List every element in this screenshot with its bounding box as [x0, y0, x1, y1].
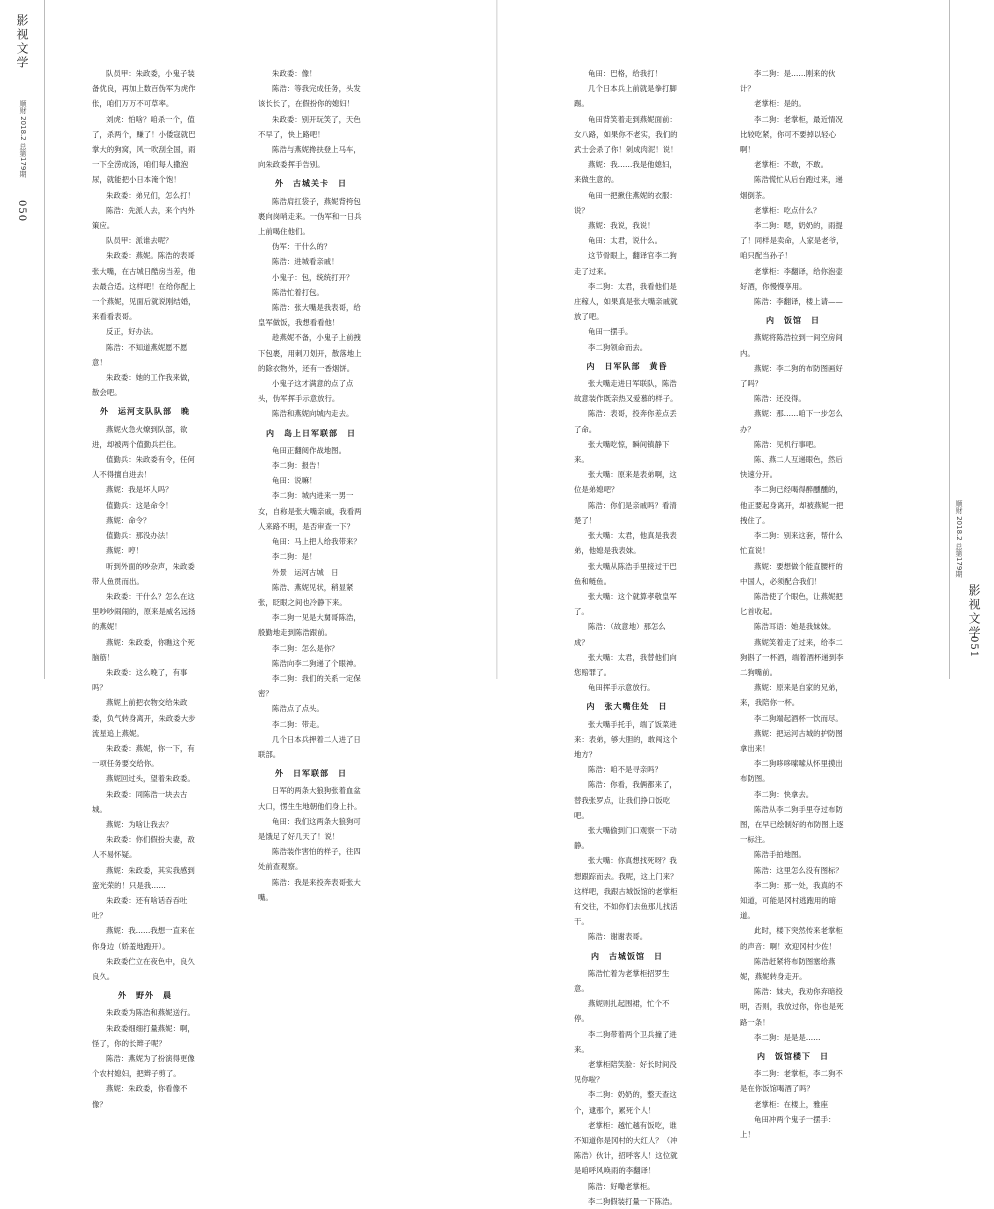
script-line: 陈浩装作害怕的样子，往四处前查观察。 [258, 847, 361, 872]
script-line: 朱政委为陈浩和燕妮送行。 [106, 1008, 195, 1018]
script-line: 陈浩：你看，我俩都来了，替我张罗点，让我们挣口饭吃吧。 [574, 780, 677, 820]
script-line: 燕妮笑着走了过来，给李二狗斟了一杯酒，端着酒杯递到李二狗嘴前。 [740, 637, 844, 677]
text-column-4 [740, 66, 846, 1140]
script-line: 李二狗：太君，我看他们是庄稼人，如果真是张大嘴亲戚就放了吧。 [574, 281, 678, 322]
script-line: 老掌柜：越忙越有饭吃，谁不知道你是冈村的大红人？（冲陈浩）伙计，招呼客人！这位就是咱呼风唤雨的李翻译！ [574, 1120, 678, 1176]
script-line: 陈浩：谢谢表哥。 [588, 932, 648, 942]
script-line: 朱政委：弟兄们，怎么打！ [106, 190, 195, 200]
script-line: 陈浩：燕妮为了扮演得更像个农村媳妇，把辫子剪了。 [92, 1054, 195, 1079]
left-issue-info: 顺财 2018.2 总第179期 [19, 100, 27, 178]
script-line: 龟田：马上把人给我带来？ [272, 537, 361, 547]
scene-heading: 外 日军联部 日 [275, 768, 347, 779]
script-line: 李二狗：怎么是你？ [272, 643, 339, 653]
script-line: 燕妮火急火燎到队部，欲进，却被两个值勤兵拦住。 [92, 424, 188, 449]
script-line: 刘虎：怕啥？咱杀一个，值了，杀两个，赚了！小倭寇就巴掌大的狗窝，风一吹刮全国，雨一下全涝成汤，咱们每人撒泡尿，就能把小日本淹个饱！ [92, 114, 196, 185]
script-line: 陈浩：先派人去，来个内外策应。 [92, 205, 195, 231]
script-line: 几个日本兵上前就是拳打脚踢。 [574, 84, 677, 109]
script-line: 反正，好办法。 [106, 327, 158, 337]
script-line: 李二狗：快拿去。 [754, 789, 814, 799]
script-line: 李二狗假装打量一下陈浩。 [588, 1196, 677, 1206]
script-line: 燕妮：哼！ [106, 546, 144, 556]
script-line: 朱政委：燕妮，你一下，有一项任务要交给你。 [92, 743, 195, 769]
script-line: 陈、燕二人互递眼色，然后快速分开。 [740, 455, 843, 480]
script-line: 老掌柜：是的。 [754, 99, 806, 109]
script-line: 龟田正翻阅作战地图。 [272, 445, 346, 455]
script-line: 听到外面的吵杂声，朱政委带人鱼贯而出。 [92, 561, 195, 586]
script-line: 李二狗：老掌柜，李二狗不是在你饭馆喝酒了吗？ [740, 1069, 843, 1094]
script-line: 燕妮：为啥让我去？ [106, 819, 173, 829]
script-line: 龟田：巴格，给我打！ [588, 69, 662, 78]
script-line: 龟田：说嘛！ [272, 476, 317, 486]
script-line: 陈浩向李二狗递了个眼神。 [272, 658, 361, 668]
script-line: 陈浩：张大嘴是我表哥，给皇军做饭，我想看看他！ [258, 303, 361, 328]
script-line: 陈浩从李二狗手里夺过布防图，在早已绘制好的布防图上逐一标注。 [740, 804, 844, 845]
script-line: 李二狗：嗯，奶奶的，雨提了！同样是卖命，人家是老爷，咱只配当孙子！ [740, 221, 844, 261]
script-line: 张大嘴：太君，他真是我表弟，他媳是我表妹。 [574, 531, 677, 556]
script-line: 李二狗：我们的关系一定保密？ [258, 673, 361, 699]
script-line: 这节骨眼上，翻译官李二狗走了过来。 [574, 251, 677, 276]
script-line: 李二狗：那一处，我真的不知道，可能是冈村逃跑用的暗道。 [740, 880, 843, 921]
script-line: 李二狗：是！ [272, 552, 317, 562]
script-line: 队员甲：朱政委，小鬼子装备优良，再加上数百伪军为虎作伥，咱们万万不可草率。 [92, 69, 196, 109]
script-line: 燕妮回过头，望着朱政委。 [106, 774, 195, 784]
script-line: 李二狗一见是大舅哥陈浩，殷勤地走到陈浩跟前。 [258, 613, 361, 638]
script-line: 龟田一摆手。 [588, 327, 633, 337]
script-line: 日军的两条大狼狗张着血盆大口，愣生生地朝他们身上扑。 [258, 786, 362, 811]
scene-heading: 内 古城饭馆 日 [591, 950, 663, 961]
page-gutter [496, 0, 498, 679]
script-line: 陈浩：这里怎么没有图标？ [754, 865, 843, 875]
script-line: 老掌柜：不敢，不敢。 [754, 160, 828, 170]
script-line: 陈浩忙着打包。 [272, 287, 324, 297]
right-issue-info: 顺财 2018.2 总第179期 [955, 500, 963, 578]
script-line: 几个日本兵押着二人进了日联部。 [258, 734, 361, 759]
script-line: 老掌柜：在楼上，雅座 [754, 1099, 828, 1109]
script-line: 张大嘴吃惊，瞬间镇静下来。 [574, 439, 670, 465]
script-line: 陈浩忙着为老掌柜招罗生意。 [574, 968, 670, 993]
script-line: 张大嘴：原来是表弟啊，这位是弟媳吧？ [574, 470, 677, 495]
text-column-3 [574, 66, 680, 1206]
script-line: 老掌柜陪笑脸：好长时间没见你啦？ [574, 1060, 677, 1085]
script-line: 陈浩：妹夫，我劝你弃暗投明，否则，我放过你，你也是死路一条！ [740, 987, 844, 1027]
script-line: 燕妮：命令？ [106, 515, 151, 525]
script-line: 龟田冲两个鬼子一摆手：上！ [740, 1114, 836, 1140]
script-line: 朱政委：燕妮。陈浩的表哥张大嘴，在古城日酷房当差，他去最合适。这样吧！在给你配上一个燕妮，见面后就说刚结婚，来看看表哥。 [92, 251, 196, 322]
script-line: 陈浩和燕妮向城内走去。 [272, 409, 354, 419]
script-line: 陈浩赶紧将布防图塞给燕妮，燕妮转身走开。 [740, 956, 836, 981]
script-line: 朱政委：同陈浩一块去古城。 [92, 789, 188, 814]
script-line: 燕妮：朱政委，其实我感到蛮光荣的！只是我…… [92, 865, 195, 890]
scene-heading: 外 古城关卡 日 [275, 178, 347, 189]
script-line: 陈浩：你们是亲戚吗？看清楚了！ [574, 500, 677, 525]
script-line: 陈浩：见机行事吧。 [754, 439, 821, 449]
script-line: 燕妮将陈浩拉到一间空房间内。 [740, 333, 843, 358]
script-line: 燕妮则扎起围裙，忙个不停。 [574, 999, 670, 1024]
script-line: 小鬼子这才满意的点了点头，伪军挥手示意放行。 [258, 379, 354, 404]
script-line: 陈浩肩扛袋子，燕妮背挎包裹向岗哨走来。一伪军和一日兵上前喝住他们。 [258, 196, 362, 237]
script-line: 外景 运河古城 日 [272, 567, 339, 577]
script-line: 李二狗：奶奶的，整天查这个，逮那个，累死个人！ [574, 1090, 677, 1115]
script-line: 李二狗：是……刚来的伙计？ [740, 69, 836, 94]
script-line: 值勤兵：这是命令！ [106, 500, 173, 510]
script-line: 陈浩：不知道燕妮愿不愿意！ [92, 342, 188, 367]
script-line: 陈浩：进城看亲戚！ [272, 257, 339, 267]
script-line: 李二狗：报告！ [272, 461, 324, 471]
script-line: 朱政委：干什么？怎么在这里吵吵闹闹的，原来是威名远扬的燕妮！ [92, 591, 196, 632]
script-line: 朱政委：你们假扮夫妻，敌人不易怀疑。 [92, 835, 195, 860]
script-line: 燕妮：我说，我说！ [588, 221, 655, 231]
script-line: 燕妮：李二狗的布防图画好了吗？ [740, 363, 843, 389]
script-line: 队员甲：派谁去呢？ [106, 236, 173, 246]
script-line: 张大嘴从陈浩手里接过干巴鱼和鲢鱼。 [574, 561, 677, 586]
scene-heading: 外 野外 晨 [118, 990, 172, 1001]
script-line: 朱政委：别开玩笑了，天色不早了，快上路吧！ [258, 114, 361, 139]
script-line: 李二狗：城内进来一男一女，自称是张大嘴亲戚，我看两人来路不明，是否审查一下？ [258, 491, 362, 531]
script-line: 龟田：我们这两条大狼狗可是饿足了好几天了！说！ [258, 816, 361, 841]
text-column-1 [92, 66, 198, 1109]
scene-heading: 内 饭馆楼下 日 [757, 1051, 829, 1061]
script-line: 燕妮：朱政委，你看像不像？ [92, 1084, 188, 1109]
script-line: 陈浩点了点头。 [272, 704, 324, 714]
script-line: 李二狗领命而去。 [588, 342, 648, 352]
script-line: 李二狗已经喝得醉醺醺的，他正要起身离开，却被燕妮一把拽住了。 [740, 485, 844, 525]
script-line: 陈浩：（故意地）那怎么成？ [574, 622, 666, 647]
script-line: 燕妮：把运河古城的护防图拿出来！ [740, 728, 843, 753]
script-line: 龟田挥手示意放行。 [588, 683, 655, 693]
script-line: 张大嘴：太君，我替他们向您赔罪了。 [574, 652, 677, 677]
script-line: 值勤兵：朱政委有令，任何人不得擅自进去！ [92, 455, 195, 480]
script-line: 朱政委：像！ [272, 69, 317, 78]
script-line: 李二狗：老掌柜，最近情况比较吃紧，你可不要掉以轻心啊！ [740, 114, 843, 155]
script-line: 朱政委：她的工作我来做，散会吧。 [92, 373, 195, 398]
script-line: 李二狗带着两个卫兵撞了进来。 [574, 1029, 677, 1054]
script-line: 此时，楼下突然传来老掌柜的声音：啊！欢迎冈村少佐！ [740, 926, 843, 951]
script-line: 陈浩：表哥，投奔你差点丢了命。 [574, 409, 677, 434]
script-line: 陈浩慌忙从后台跑过来，递烟倒茶。 [740, 175, 843, 200]
script-line: 陈浩与燕妮搀扶登上马车，向朱政委挥手告别。 [258, 145, 361, 170]
script-line: 陈浩：李翻译，楼上请—— [754, 297, 843, 307]
script-line: 陈浩耳语：她是我妹妹。 [754, 622, 836, 632]
script-line: 张大嘴手托手，端了饭菜进来：表弟，够大胆的，敢闯这个地方？ [574, 719, 678, 759]
script-line: 陈浩、燕妮见状，稍显紧张，眨眼之间也冷静下来。 [258, 582, 354, 607]
script-line: 陈浩：等我完成任务，头发该长长了，在假扮你的媳妇！ [258, 84, 361, 109]
right-margin-strip [949, 0, 994, 679]
script-line: 李二狗：带走。 [272, 719, 324, 729]
left-magazine-name: 影视文学 [15, 14, 29, 70]
text-column-2 [258, 66, 364, 902]
script-line: 陈浩：咱不是寻亲吗？ [588, 765, 662, 775]
script-line: 朱政委：还有啥话吞吞吐吐？ [92, 895, 188, 921]
scene-heading: 内 岛上日军联部 日 [266, 427, 356, 438]
script-line: 老掌柜：吃点什么？ [754, 205, 821, 215]
script-line: 燕妮：要想做个能直腰杆的中国人，必须配合我们！ [740, 561, 843, 586]
script-line: 李二狗：是是是…… [754, 1032, 821, 1042]
script-line: 张大嘴走进日军联队，陈浩故意装作既亲热又爱慕的样子。 [574, 379, 678, 404]
scene-heading: 外 运河支队队部 晚 [100, 406, 190, 417]
left-page-number: 050 [16, 200, 27, 223]
script-line: 龟田：太君，说什么。 [588, 236, 662, 246]
script-line: 燕妮上前把衣物交给朱政委，负气转身离开，朱政委大步流星追上燕妮。 [92, 698, 196, 738]
script-line: 燕妮：我……我想一直来在你身边（娇羞地跑开）。 [92, 926, 195, 951]
script-line: 陈浩手拍地图。 [754, 850, 806, 860]
left-margin-strip [0, 0, 45, 679]
script-line: 小鬼子：包，统统打开？ [272, 272, 354, 282]
script-line: 趁燕妮不备，小鬼子上前拽下包裹，用刺刀划开，散落地上的除衣物外，还有一香烟饼。 [258, 333, 362, 373]
script-line: 张大嘴偷到门口观察一下动静。 [574, 825, 677, 851]
scene-heading: 内 张大嘴住处 日 [586, 701, 668, 712]
script-line: 李二狗：别来这套，帮什么忙直说！ [740, 531, 843, 556]
script-line: 燕妮：原来是自家的兄弟，来，我陪你一杯。 [740, 683, 843, 708]
script-line: 朱政委：这么晚了，有事吗？ [92, 667, 188, 693]
script-line: 燕妮：我……我是他媳妇，来做生意的。 [574, 160, 677, 185]
script-line: 燕妮：那……咱下一步怎么办？ [740, 409, 843, 434]
script-line: 陈浩：还没得。 [754, 394, 806, 404]
script-line: 值勤兵：那没办法！ [106, 531, 173, 541]
script-line: 燕妮：朱政委，你瞧这个死脑筋！ [92, 637, 195, 662]
script-line: 张大嘴：你真想找死呀？我想跟踪而去。我呢，这上门来？这样吧，我跟古城饭馆的老掌柜有交往，不如你们去鱼那儿找活干。 [574, 856, 678, 927]
scene-heading: 内 饭馆 日 [766, 315, 820, 326]
script-line: 陈浩使了个眼色，让燕妮把匕首收起。 [740, 591, 843, 617]
script-line: 龟田一把揪住燕妮的衣服：说？ [574, 190, 677, 215]
script-line: 陈浩：好嘞老掌柜。 [588, 1181, 655, 1191]
right-page-number: 051 [968, 636, 979, 659]
right-magazine-name: 影视文学 [967, 584, 981, 640]
script-line: 伪军：干什么的？ [272, 242, 332, 252]
script-line: 朱政委伫立在夜色中，良久良久。 [92, 956, 195, 981]
script-line: 燕妮：我是坏人吗？ [106, 485, 173, 495]
scene-heading: 内 日军队部 黄昏 [586, 360, 668, 371]
script-line: 李二狗哆哆嗦嗦从怀里摸出布防图。 [740, 759, 843, 784]
script-line: 张大嘴：这个就算孝敬皇军了。 [574, 591, 677, 617]
script-line: 朱政委细细打量燕妮：啊，怪了，你的长辫子呢？ [92, 1023, 195, 1048]
script-line: 老掌柜：李翻译，给你泡壶好酒，你慢慢享用。 [740, 266, 843, 291]
script-line: 龟田背笑着走到燕妮面前：女八路，如果你不老实，我们的武士会杀了你！剁成肉泥！说！ [574, 114, 678, 155]
script-line: 李二狗端起酒杯一饮而尽。 [754, 713, 843, 723]
script-line: 陈浩：我是来投奔表哥张大嘴。 [258, 877, 361, 902]
